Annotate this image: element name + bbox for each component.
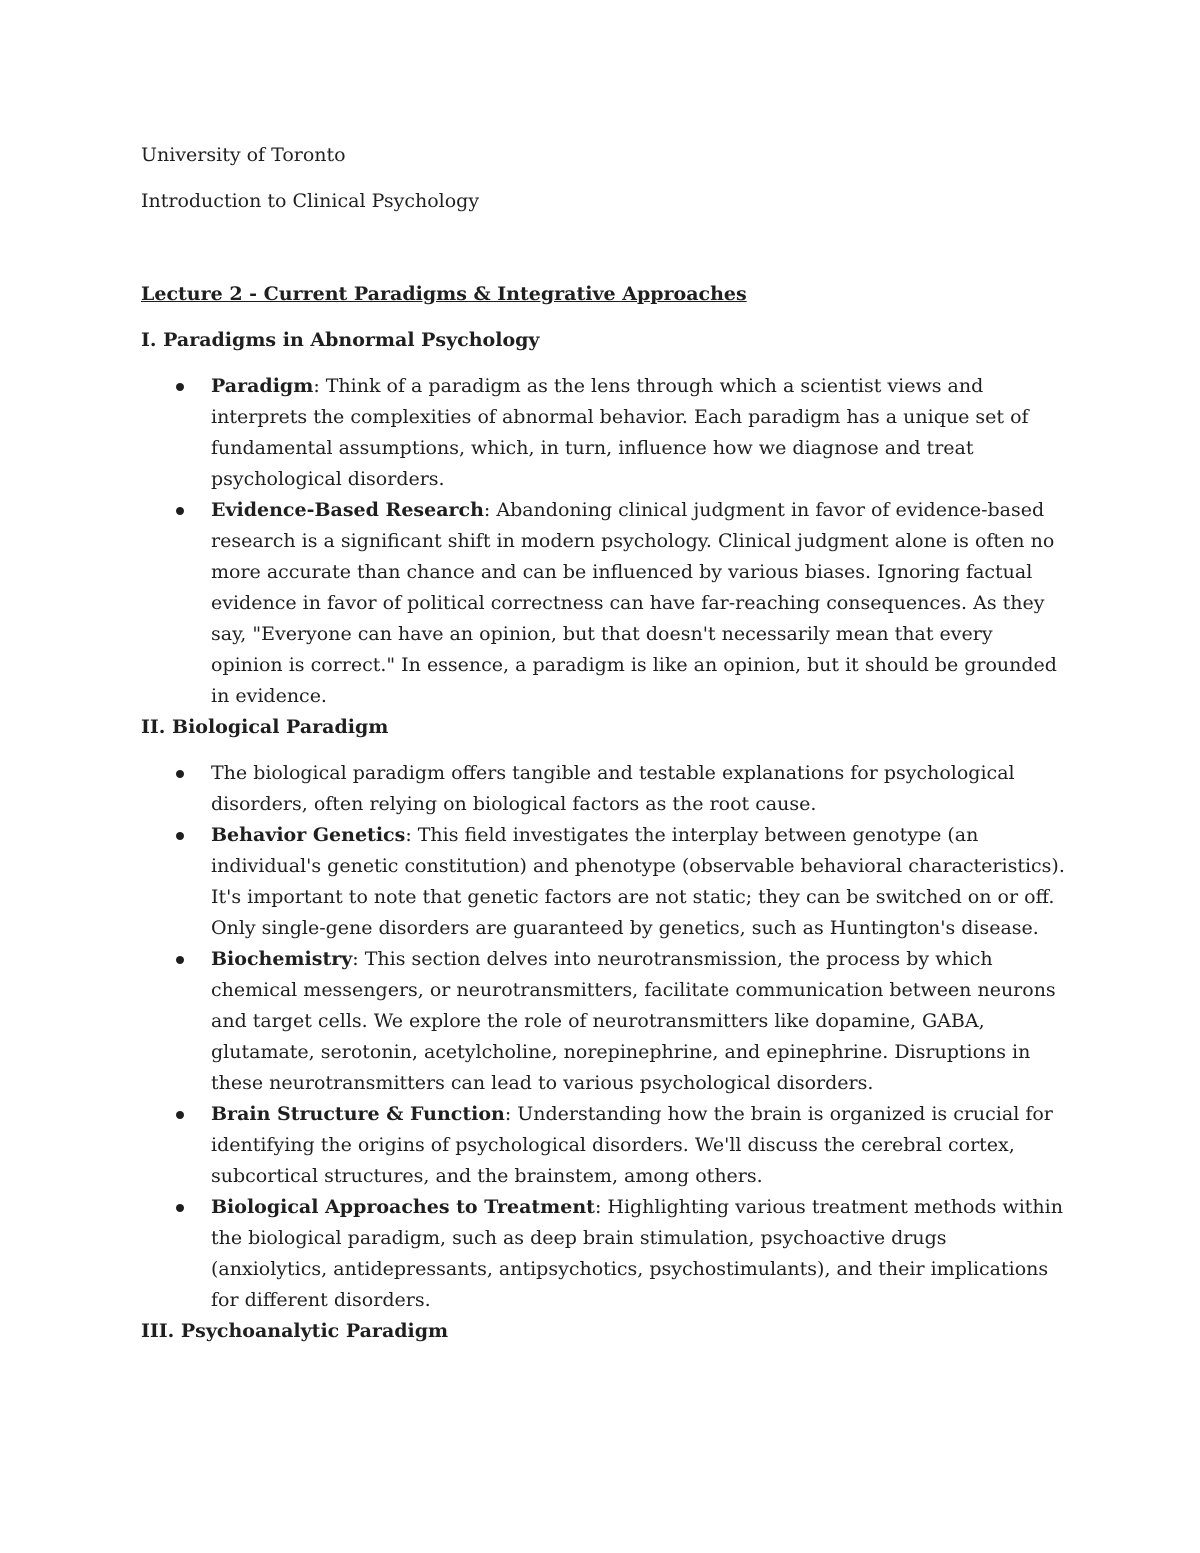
- list-item: [141, 1099, 1066, 1192]
- bullet-list-paradigms: [141, 371, 1066, 712]
- term-label: Brain Structure & Function: [211, 1103, 505, 1125]
- term-label: Biochemistry: [211, 948, 353, 970]
- term-label: Biological Approaches to Treatment: [211, 1196, 595, 1218]
- item-text: : Understanding how the brain is organized is crucial for identifying the origins of psychological disorders. We'll discuss the cerebral cortex, subcortical structures, and the brainstem, among others.: [211, 1103, 1053, 1187]
- document-page: [141, 140, 1066, 1347]
- item-text: : Think of a paradigm as the lens through which a scientist views and interprets the complexities of abnormal behavior. Each paradigm has a unique set of fundamental assumptions, which, in turn, influence how we diagnose and treat psychological disorders.: [211, 375, 1029, 490]
- list-item: [141, 820, 1066, 944]
- list-item: [141, 495, 1066, 712]
- item-text: The biological paradigm offers tangible and testable explanations for psychological disorders, often relying on biological factors as the root cause.: [211, 762, 1015, 815]
- term-label: Behavior Genetics: [211, 824, 406, 846]
- course-title: Introduction to Clinical Psychology: [141, 190, 480, 212]
- section-heading-paradigms: I. Paradigms in Abnormal Psychology: [141, 329, 540, 351]
- list-item: [141, 1192, 1066, 1316]
- bullet-icon: [176, 832, 184, 840]
- bullet-icon: [176, 956, 184, 964]
- bullet-icon: [176, 1204, 184, 1212]
- bullet-icon: [176, 507, 184, 515]
- item-text: : This field investigates the interplay between genotype (an individual's genetic constitution) and phenotype (observable behavioral characteristics). It's important to note that genetic factors are not static; they can be switched on or off. Only single-gene disorders are guaranteed by genetics, such as Huntington's disease.: [211, 824, 1065, 939]
- list-item: [141, 371, 1066, 495]
- term-label: Paradigm: [211, 375, 314, 397]
- institution-name: University of Toronto: [141, 144, 346, 166]
- list-item: [141, 758, 1066, 820]
- term-label: Evidence-Based Research: [211, 499, 484, 521]
- section-heading-psychoanalytic: III. Psychoanalytic Paradigm: [141, 1320, 449, 1342]
- lecture-title: Lecture 2 - Current Paradigms & Integrative Approaches: [141, 283, 747, 305]
- bullet-icon: [176, 770, 184, 778]
- bullet-icon: [176, 1111, 184, 1119]
- item-text: : Abandoning clinical judgment in favor of evidence-based research is a significant shift in modern psychology. Clinical judgment alone is often no more accurate than chance and can be influenced by various biases. Ignoring factual evidence in favor of political correctness can have far-reaching consequences. As they say, "Everyone can have an opinion, but that doesn't necessarily mean that every opinion is correct." In essence, a paradigm is like an opinion, but it should be grounded in evidence.: [211, 499, 1057, 707]
- bullet-icon: [176, 383, 184, 391]
- list-item: [141, 944, 1066, 1099]
- bullet-list-biological: [141, 758, 1066, 1316]
- section-heading-biological: II. Biological Paradigm: [141, 716, 389, 738]
- item-text: : This section delves into neurotransmission, the process by which chemical messengers, or neurotransmitters, facilitate communication between neurons and target cells. We explore the role of neurotransmitters like dopamine, GABA, glutamate, serotonin, acetylcholine, norepinephrine, and epinephrine. Disruptions in these neurotransmitters can lead to various psychological disorders.: [211, 948, 1056, 1094]
- item-text: : Highlighting various treatment methods within the biological paradigm, such as deep brain stimulation, psychoactive drugs (anxiolytics, antidepressants, antipsychotics, psychostimulants), and their implications for different disorders.: [211, 1196, 1063, 1311]
